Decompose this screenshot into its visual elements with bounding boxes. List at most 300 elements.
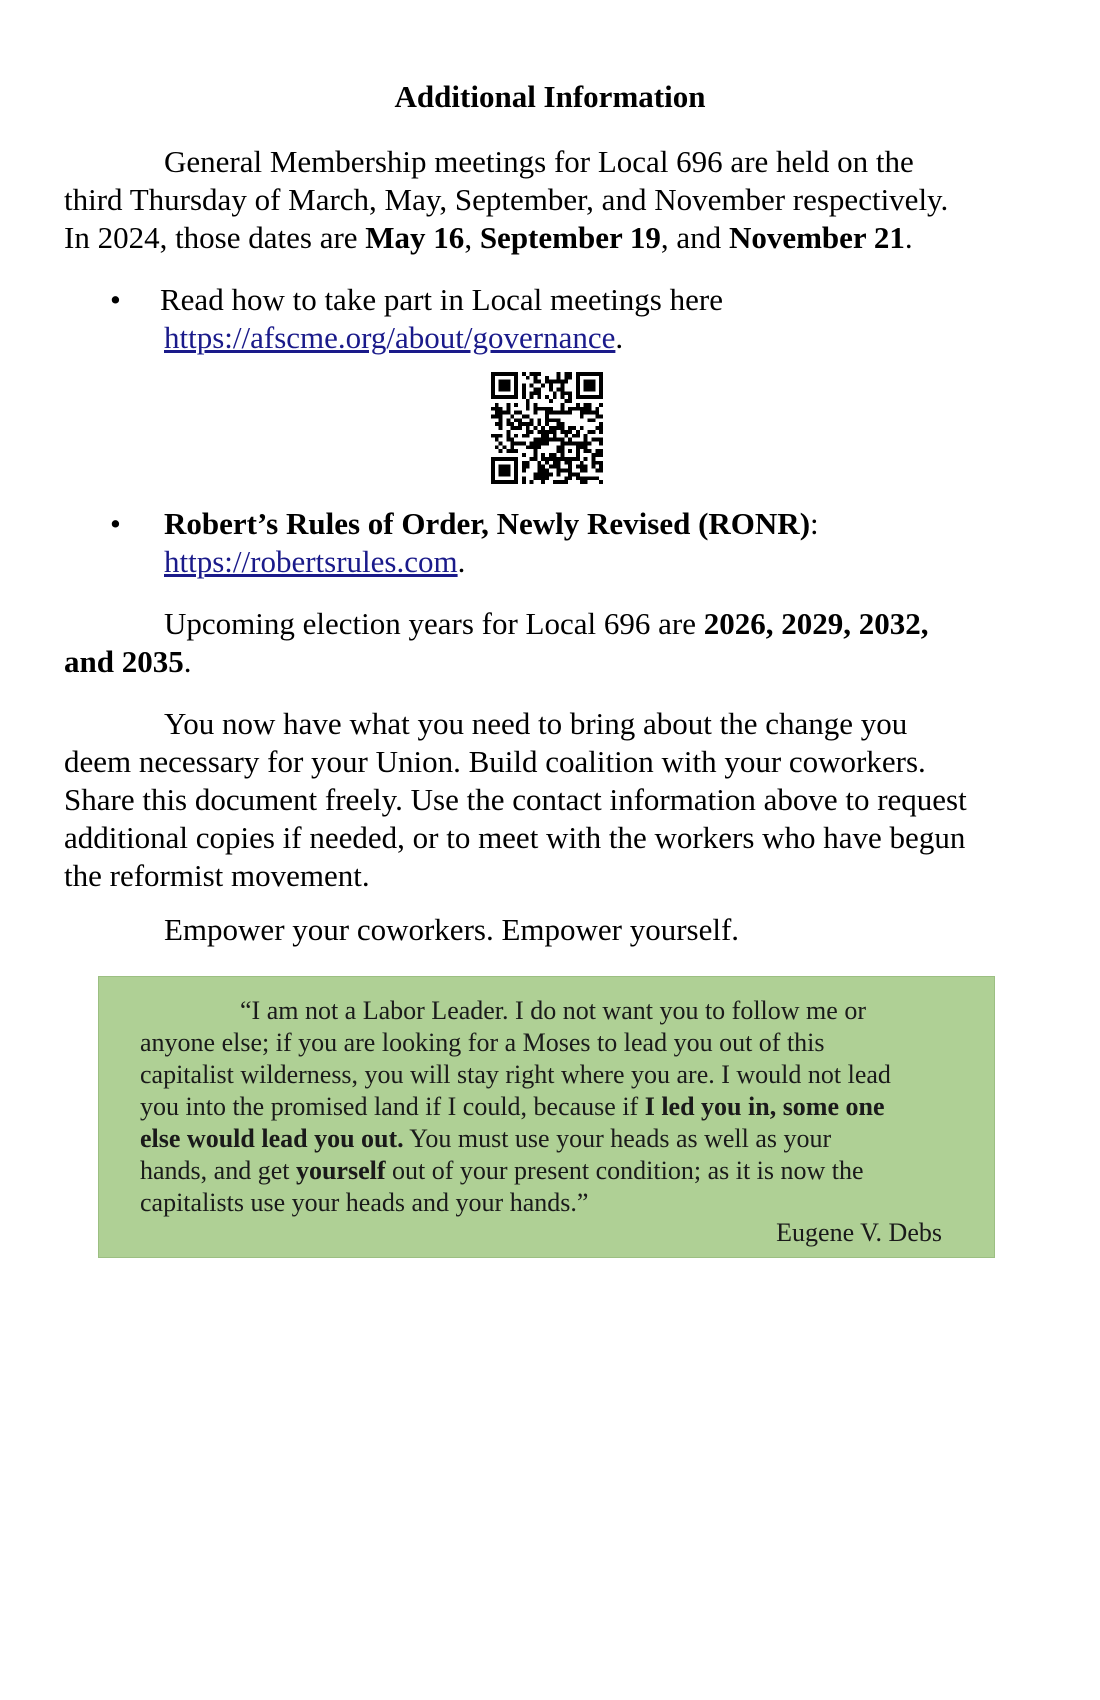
qr-module: [572, 426, 576, 430]
qr-module: [537, 430, 541, 434]
qr-module: [572, 407, 576, 411]
qr-module: [526, 407, 530, 411]
qr-module: [576, 449, 580, 453]
qr-module: [561, 403, 565, 407]
qr-module: [545, 407, 549, 411]
qr-module: [526, 426, 530, 430]
qr-module: [499, 465, 503, 469]
qr-module: [588, 387, 592, 391]
qr-module: [599, 414, 603, 418]
qr-module: [549, 387, 553, 391]
qr-module: [491, 480, 495, 484]
qr-module: [499, 426, 503, 430]
qr-module: [595, 395, 599, 399]
qr-module: [495, 395, 499, 399]
qr-module: [522, 469, 526, 473]
qr-module: [576, 384, 580, 388]
qr-module: [530, 442, 534, 446]
closing-line-1: You now have what you need to bring about the change you: [164, 706, 908, 741]
qr-module: [522, 480, 526, 484]
meetings-paragraph: [64, 143, 1044, 257]
qr-module: [514, 372, 518, 376]
qr-module: [580, 414, 584, 418]
qr-module: [533, 372, 537, 376]
qr-module: [564, 376, 568, 380]
qr-module: [588, 430, 592, 434]
qr-module: [545, 380, 549, 384]
qr-module: [584, 403, 588, 407]
qr-module: [564, 372, 568, 376]
qr-module: [503, 372, 507, 376]
qr-module: [568, 449, 572, 453]
qr-module: [533, 403, 537, 407]
qr-module: [572, 457, 576, 461]
qr-module: [499, 384, 503, 388]
qr-module: [526, 403, 530, 407]
qr-module: [510, 445, 514, 449]
qr-module: [576, 403, 580, 407]
qr-module: [572, 442, 576, 446]
qr-module: [557, 472, 561, 476]
qr-module: [595, 469, 599, 473]
qr-module: [591, 457, 595, 461]
qr-module: [561, 469, 565, 473]
qr-module: [541, 430, 545, 434]
qr-module: [522, 414, 526, 418]
empower-paragraph: [64, 911, 1044, 949]
qr-module: [553, 457, 557, 461]
robertsrules-link[interactable]: https://robertsrules.com: [164, 544, 458, 579]
qr-module: [576, 380, 580, 384]
qr-module: [522, 372, 526, 376]
qr-module: [557, 376, 561, 380]
qr-module: [518, 442, 522, 446]
qr-module: [499, 472, 503, 476]
qr-module: [599, 465, 603, 469]
qr-module: [514, 465, 518, 469]
qr-module: [561, 453, 565, 457]
qr-module: [541, 442, 545, 446]
qr-module: [545, 476, 549, 480]
qr-module: [533, 438, 537, 442]
qr-module: [576, 387, 580, 391]
qr-module: [553, 461, 557, 465]
qr-module: [541, 384, 545, 388]
qr-module: [595, 449, 599, 453]
qr-code-icon[interactable]: [491, 372, 603, 484]
qr-module: [514, 395, 518, 399]
qr-module: [522, 434, 526, 438]
qr-module: [557, 449, 561, 453]
qr-module: [537, 445, 541, 449]
quote-text-fragment: you into the promised land if I could, because if: [140, 1092, 645, 1121]
qr-module: [514, 434, 518, 438]
qr-module: [576, 453, 580, 457]
qr-module: [561, 380, 565, 384]
qr-module: [510, 422, 514, 426]
election-years-last: and 2035: [64, 644, 184, 679]
qr-module: [506, 407, 510, 411]
elections-line-1: [64, 605, 1044, 643]
qr-module: [499, 387, 503, 391]
qr-module: [549, 472, 553, 476]
qr-module: [514, 469, 518, 473]
qr-module: [503, 395, 507, 399]
meeting-date-1: May 16: [365, 220, 465, 255]
qr-module: [595, 438, 599, 442]
qr-module: [591, 430, 595, 434]
qr-module: [533, 445, 537, 449]
quote-line-3: capitalist wilderness, you will stay right where you are. I would not lead: [140, 1060, 891, 1089]
qr-module: [561, 438, 565, 442]
qr-module: [584, 395, 588, 399]
qr-module: [533, 476, 537, 480]
qr-module: [526, 445, 530, 449]
qr-module: [514, 476, 518, 480]
qr-module: [537, 438, 541, 442]
debs-quote: [140, 995, 960, 1219]
qr-module: [491, 372, 495, 376]
qr-module: [541, 438, 545, 442]
qr-module: [491, 472, 495, 476]
qr-module: [545, 472, 549, 476]
qr-module: [506, 480, 510, 484]
qr-module: [595, 461, 599, 465]
qr-module: [506, 384, 510, 388]
qr-module: [506, 395, 510, 399]
qr-module: [576, 445, 580, 449]
qr-module: [591, 461, 595, 465]
qr-module: [541, 472, 545, 476]
qr-module: [561, 407, 565, 411]
qr-module: [518, 422, 522, 426]
qr-module: [549, 407, 553, 411]
qr-module: [561, 480, 565, 484]
colon: :: [810, 506, 819, 541]
qr-module: [576, 391, 580, 395]
qr-module: [553, 418, 557, 422]
qr-module: [491, 391, 495, 395]
qr-module: [495, 422, 499, 426]
qr-module: [495, 434, 499, 438]
qr-module: [506, 472, 510, 476]
qr-module: [584, 372, 588, 376]
qr-module: [506, 380, 510, 384]
qr-module: [533, 407, 537, 411]
qr-module: [599, 461, 603, 465]
qr-module: [499, 411, 503, 415]
qr-module: [503, 469, 507, 473]
qr-module: [545, 418, 549, 422]
qr-module: [564, 391, 568, 395]
qr-module: [533, 376, 537, 380]
qr-module: [510, 395, 514, 399]
qr-module: [499, 414, 503, 418]
quote-line-5: [140, 1123, 960, 1155]
qr-module: [541, 457, 545, 461]
qr-module: [564, 399, 568, 403]
qr-module: [495, 457, 499, 461]
qr-module: [588, 442, 592, 446]
qr-module: [545, 422, 549, 426]
qr-module: [591, 384, 595, 388]
qr-module: [599, 391, 603, 395]
qr-module: [510, 438, 514, 442]
qr-module: [568, 372, 572, 376]
qr-module: [599, 376, 603, 380]
qr-module: [576, 376, 580, 380]
qr-module: [580, 395, 584, 399]
qr-module: [599, 403, 603, 407]
qr-module: [514, 480, 518, 484]
qr-module: [595, 414, 599, 418]
qr-module: [549, 430, 553, 434]
qr-module: [526, 430, 530, 434]
elections-line-2: [64, 643, 1044, 681]
qr-module: [553, 480, 557, 484]
qr-module: [568, 395, 572, 399]
qr-module: [503, 411, 507, 415]
qr-module: [549, 380, 553, 384]
qr-module: [576, 372, 580, 376]
qr-module: [495, 407, 499, 411]
qr-module: [510, 442, 514, 446]
empower-line: Empower your coworkers. Empower yourself.: [164, 912, 740, 947]
qr-module: [561, 411, 565, 415]
qr-module: [580, 480, 584, 484]
qr-module: [553, 395, 557, 399]
qr-module: [510, 480, 514, 484]
qr-module: [576, 472, 580, 476]
elections-paragraph: [64, 605, 1044, 681]
qr-module: [599, 372, 603, 376]
qr-module: [561, 387, 565, 391]
qr-module: [510, 457, 514, 461]
qr-module: [549, 384, 553, 388]
qr-module: [537, 422, 541, 426]
page-heading: Additional Information: [394, 79, 706, 114]
qr-module: [545, 461, 549, 465]
qr-module: [568, 430, 572, 434]
qr-module: [518, 426, 522, 430]
period: .: [904, 220, 913, 255]
quote-line-4: [140, 1091, 960, 1123]
qr-module: [568, 426, 572, 430]
qr-module: [564, 442, 568, 446]
qr-module: [557, 465, 561, 469]
qr-module: [491, 457, 495, 461]
quote-line-2: anyone else; if you are looking for a Moses to lead you out of this: [140, 1028, 825, 1057]
qr-module: [530, 395, 534, 399]
qr-module: [561, 430, 565, 434]
qr-module: [522, 442, 526, 446]
qr-module: [522, 453, 526, 457]
qr-module: [530, 430, 534, 434]
qr-module: [580, 426, 584, 430]
qr-module: [557, 380, 561, 384]
qr-module: [595, 407, 599, 411]
qr-module: [595, 453, 599, 457]
qr-module: [595, 476, 599, 480]
meetings-line-2: third Thursday of March, May, September, and November respectively.: [64, 182, 949, 217]
qr-module: [541, 453, 545, 457]
qr-module: [576, 430, 580, 434]
qr-module: [564, 430, 568, 434]
qr-module: [580, 461, 584, 465]
qr-module: [576, 434, 580, 438]
qr-module: [541, 407, 545, 411]
qr-module: [503, 384, 507, 388]
qr-module: [561, 384, 565, 388]
qr-module: [526, 399, 530, 403]
qr-module: [557, 469, 561, 473]
qr-module: [584, 476, 588, 480]
qr-module: [541, 480, 545, 484]
qr-module: [514, 426, 518, 430]
qr-module: [499, 480, 503, 484]
qr-module: [541, 469, 545, 473]
qr-module: [564, 476, 568, 480]
qr-module: [568, 476, 572, 480]
qr-module: [557, 445, 561, 449]
qr-module: [568, 461, 572, 465]
qr-module: [588, 476, 592, 480]
qr-module: [561, 449, 565, 453]
qr-module: [537, 395, 541, 399]
qr-module: [499, 449, 503, 453]
qr-module: [545, 414, 549, 418]
governance-link[interactable]: https://afscme.org/about/governance: [164, 320, 616, 355]
qr-module: [599, 395, 603, 399]
quote-box: [98, 976, 995, 1258]
qr-module: [584, 438, 588, 442]
qr-module: [537, 387, 541, 391]
qr-module: [591, 395, 595, 399]
period: .: [615, 320, 624, 355]
qr-module: [564, 469, 568, 473]
qr-module: [580, 476, 584, 480]
qr-module: [503, 465, 507, 469]
qr-module: [495, 411, 499, 415]
meeting-date-2: September 19: [479, 220, 661, 255]
qr-module: [584, 469, 588, 473]
qr-module: [499, 469, 503, 473]
qr-module: [549, 465, 553, 469]
qr-module: [588, 449, 592, 453]
qr-module: [553, 430, 557, 434]
qr-module: [584, 480, 588, 484]
qr-module: [514, 376, 518, 380]
qr-module: [545, 457, 549, 461]
qr-module: [568, 472, 572, 476]
qr-module: [537, 461, 541, 465]
qr-module: [491, 380, 495, 384]
qr-module: [584, 387, 588, 391]
qr-module: [537, 476, 541, 480]
qr-module: [557, 422, 561, 426]
qr-module: [526, 465, 530, 469]
qr-module: [599, 426, 603, 430]
qr-module: [522, 461, 526, 465]
qr-module: [580, 465, 584, 469]
qr-module: [588, 403, 592, 407]
qr-module: [526, 422, 530, 426]
qr-module: [530, 418, 534, 422]
qr-module: [576, 457, 580, 461]
closing-line-2: deem necessary for your Union. Build coalition with your coworkers.: [64, 744, 926, 779]
qr-module: [495, 403, 499, 407]
qr-module: [545, 442, 549, 446]
qr-module: [557, 438, 561, 442]
quote-text-fragment: hands, and get: [140, 1156, 296, 1185]
qr-module: [595, 411, 599, 415]
qr-module: [568, 438, 572, 442]
qr-module: [549, 453, 553, 457]
qr-module: [518, 418, 522, 422]
separator: ,: [464, 220, 480, 255]
qr-module: [572, 472, 576, 476]
qr-module: [522, 465, 526, 469]
qr-module: [545, 395, 549, 399]
qr-module: [530, 480, 534, 484]
qr-module: [591, 453, 595, 457]
qr-module: [591, 411, 595, 415]
qr-module: [506, 387, 510, 391]
meeting-date-3: November 21: [728, 220, 905, 255]
qr-module: [564, 457, 568, 461]
qr-module: [545, 469, 549, 473]
qr-module: [599, 469, 603, 473]
qr-module: [545, 430, 549, 434]
qr-module: [533, 387, 537, 391]
qr-module: [568, 376, 572, 380]
qr-module: [506, 465, 510, 469]
qr-module: [537, 442, 541, 446]
quote-text-fragment: out of your present condition; as it is now the: [385, 1156, 864, 1185]
quote-line-7: capitalists use your heads and your hands.”: [140, 1188, 589, 1217]
qr-module: [522, 391, 526, 395]
qr-module: [530, 391, 534, 395]
qr-module: [533, 449, 537, 453]
qr-module: [584, 384, 588, 388]
qr-module: [557, 461, 561, 465]
qr-module: [568, 391, 572, 395]
qr-module: [499, 380, 503, 384]
qr-module: [503, 387, 507, 391]
qr-module: [514, 442, 518, 446]
qr-module: [599, 384, 603, 388]
qr-module: [557, 426, 561, 430]
qr-module: [568, 411, 572, 415]
qr-module: [599, 438, 603, 442]
qr-module: [506, 430, 510, 434]
qr-module: [495, 414, 499, 418]
qr-module: [557, 457, 561, 461]
qr-module: [506, 403, 510, 407]
qr-module: [576, 442, 580, 446]
qr-module: [491, 407, 495, 411]
qr-module: [588, 395, 592, 399]
qr-module: [561, 391, 565, 395]
qr-module: [557, 387, 561, 391]
qr-module: [503, 472, 507, 476]
qr-module: [537, 391, 541, 395]
qr-module: [533, 472, 537, 476]
qr-module: [491, 395, 495, 399]
quote-line-1: “I am not a Labor Leader. I do not want you to follow me or: [240, 996, 866, 1025]
qr-module: [580, 442, 584, 446]
qr-module: [514, 418, 518, 422]
